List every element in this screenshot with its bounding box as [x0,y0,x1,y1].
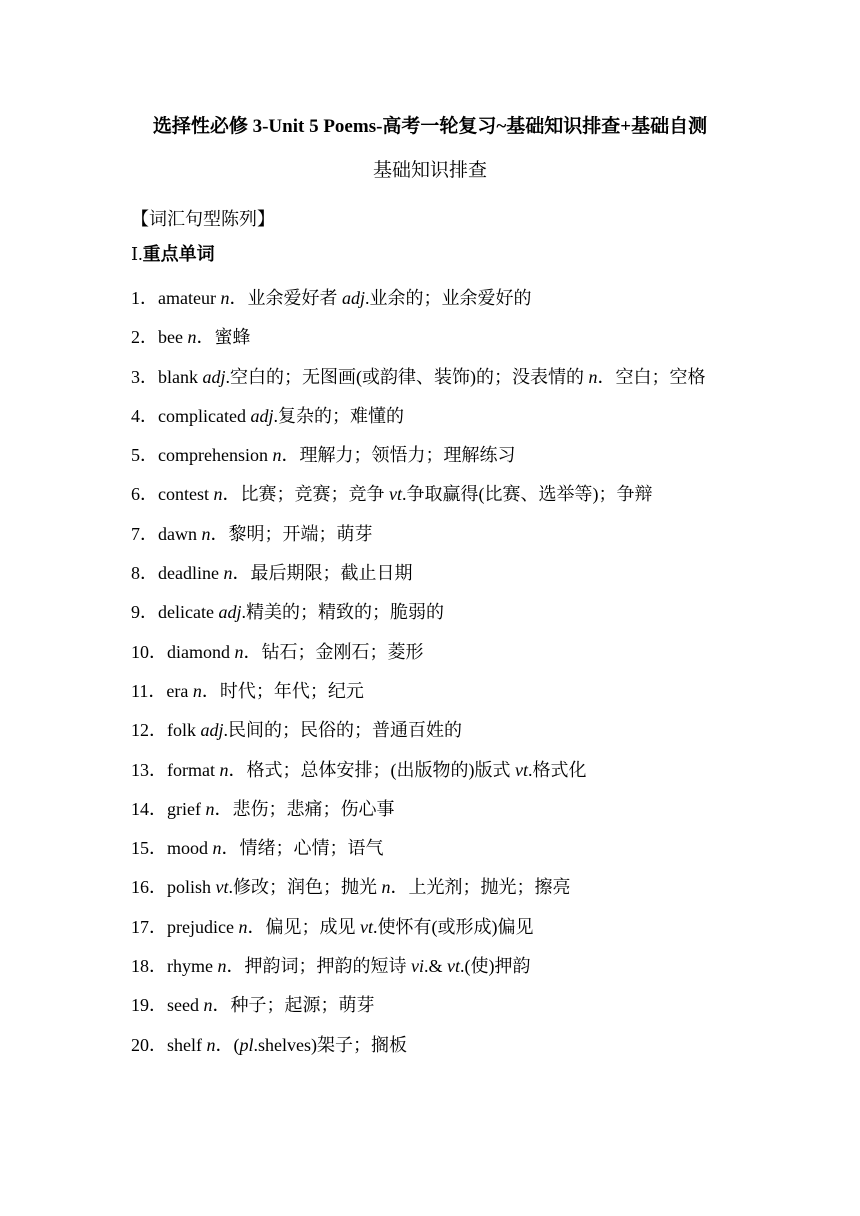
item-definition: ．比赛；竞赛；竞争 [222,484,389,505]
list-item [131,672,741,711]
part-of-speech: n [217,956,227,977]
item-number: 15． [131,838,167,859]
list-item [131,868,741,907]
part-of-speech: n [223,563,233,584]
item-word: grief [167,798,201,819]
list-item [131,908,741,947]
item-word: polish [167,877,212,898]
list-item [131,318,741,357]
item-word: shelf [167,1034,202,1055]
item-number: 18． [131,956,167,977]
item-definition: .精美的；精致的；脆弱的 [241,602,444,623]
list-item [131,515,741,554]
part-of-speech: adj [200,720,224,741]
item-word: complicated [158,405,246,426]
item-number: 2． [131,327,158,348]
item-number: 3． [131,366,158,387]
subsection-heading [131,241,215,267]
part-of-speech: n [381,877,391,898]
part-of-speech: vt [514,759,528,780]
item-definition: ．悲伤；悲痛；伤心事 [214,798,395,819]
item-number: 17． [131,916,167,937]
list-item [131,751,741,790]
part-of-speech: vt [447,956,460,977]
section-heading: 【词汇句型陈列】 [131,209,275,229]
item-definition: .空白的；无图画(或韵律、装饰)的；没表情的 [225,366,589,387]
subsection-number: Ⅰ. [131,244,143,264]
part-of-speech: adj [202,366,226,387]
item-word: format [167,759,215,780]
item-word: amateur [158,288,216,308]
item-number: 19． [131,995,167,1016]
list-item [131,790,741,829]
item-definition: .修改；润色；抛光 [228,877,382,898]
item-definition: ．时代；年代；纪元 [201,680,364,701]
item-number: 12． [131,720,167,741]
list-item [131,279,741,318]
list-item [131,1026,741,1065]
item-definition: .格式化 [527,759,587,780]
item-number: 7． [131,523,158,544]
list-item [131,554,741,593]
item-word: prejudice [167,916,234,937]
item-definition: .shelves)架子；搁板 [253,1034,407,1055]
list-item [131,358,741,397]
item-number: 4． [131,405,158,426]
item-number: 14． [131,798,167,819]
list-item [131,593,741,632]
item-word: seed [167,995,199,1016]
part-of-speech: n [219,759,229,780]
item-number: 9． [131,602,158,623]
item-word: folk [167,720,196,741]
part-of-speech: n [201,523,211,544]
list-item [131,829,741,868]
part-of-speech: n [203,995,213,1016]
item-definition: ．押韵词；押韵的短诗 [226,956,411,977]
item-definition: ．上光剂；抛光；擦亮 [390,877,571,898]
item-definition: ．( [215,1034,240,1055]
item-number: 16． [131,877,167,898]
part-of-speech: n [588,366,598,387]
list-item [131,633,741,672]
part-of-speech: adj [341,288,365,308]
item-number: 6． [131,484,158,505]
part-of-speech: vi [410,956,424,977]
list-item [131,397,741,436]
item-word: deadline [158,563,219,584]
part-of-speech: n [187,327,197,348]
item-definition: .业余的；业余爱好的 [364,288,532,308]
document-subtitle: 基础知识排查 [372,160,487,181]
item-definition: .复杂的；难懂的 [273,405,404,426]
item-definition: ．最后期限；截止日期 [232,563,413,584]
part-of-speech: n [234,641,244,662]
item-word: bee [158,327,183,348]
item-definition: ．理解力；领悟力；理解练习 [281,445,516,466]
item-word: dawn [158,523,197,544]
item-word: rhyme [167,956,213,977]
item-definition: ．格式；总体安排；(出版物的)版式 [228,759,515,780]
item-definition: ．空白；空格 [597,366,706,387]
document-title: 选择性必修 3-Unit 5 Poems-高考一轮复习~基础知识排查+基础自测 [152,116,708,137]
vocabulary-list [131,279,741,1065]
part-of-speech: vt [215,877,229,898]
item-number: 1． [131,288,158,308]
list-item [131,436,741,475]
item-definition: ．黎明；开端；萌芽 [210,523,373,544]
item-number: 5． [131,445,158,466]
item-number: 11． [131,680,167,701]
item-definition: .& [423,956,447,977]
item-definition: ．业余爱好者 [229,288,342,308]
item-word: diamond [167,641,230,662]
item-definition: .使怀有(或形成)偏见 [372,916,534,937]
item-number: 10． [131,641,167,662]
item-word: comprehension [158,445,268,466]
list-item [131,711,741,750]
item-word: blank [158,366,198,387]
item-definition: ．钻石；金刚石；菱形 [243,641,424,662]
part-of-speech: n [220,288,230,308]
part-of-speech: n [212,838,222,859]
item-word: delicate [158,602,214,623]
item-definition: .争取赢得(比赛、选举等)；争辩 [402,484,653,505]
part-of-speech: vt [389,484,402,505]
list-item [131,947,741,986]
list-item [131,475,741,514]
item-definition: .民间的；民俗的；普通百姓的 [223,720,463,741]
part-of-speech: adj [218,602,242,623]
part-of-speech: n [272,445,282,466]
part-of-speech: adj [250,405,274,426]
item-definition: ．种子；起源；萌芽 [212,995,375,1016]
subsection-label: 重点单词 [142,244,215,264]
item-number: 13． [131,759,167,780]
part-of-speech: vt [359,916,373,937]
item-definition: ．偏见；成见 [247,916,360,937]
item-number: 20． [131,1034,167,1055]
item-number: 8． [131,563,158,584]
item-word: era [166,680,189,701]
item-definition: .(使)押韵 [460,956,531,977]
part-of-speech: n [205,798,215,819]
part-of-speech: n [238,916,248,937]
part-of-speech: pl [239,1034,254,1055]
part-of-speech: n [213,484,223,505]
item-definition: ．蜜蜂 [196,327,251,348]
part-of-speech: n [192,680,202,701]
part-of-speech: n [206,1034,216,1055]
item-definition: ．情绪；心情；语气 [221,838,384,859]
list-item [131,986,741,1025]
item-word: mood [167,838,209,859]
item-word: contest [158,484,209,505]
